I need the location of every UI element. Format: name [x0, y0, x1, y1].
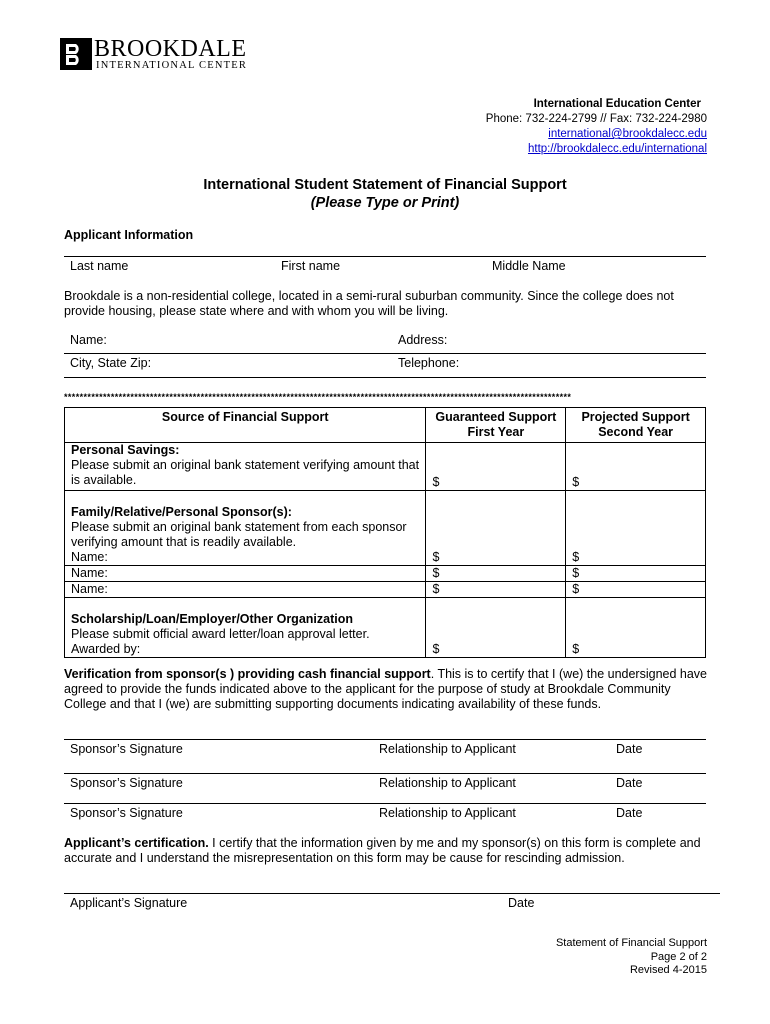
- scholarship-first-year-amount[interactable]: $: [432, 642, 440, 656]
- financial-support-table: [64, 407, 706, 658]
- personal-savings-row: [65, 443, 706, 491]
- sponsor-signature-line-3[interactable]: [64, 803, 706, 804]
- personal-savings-title: Personal Savings:: [71, 443, 180, 457]
- header-source: Source of Financial Support: [65, 408, 426, 443]
- family-sponsor-row-3: [65, 582, 706, 598]
- family-first-year-amount-1[interactable]: $: [432, 550, 440, 564]
- family-first-year-amount-3[interactable]: $: [432, 582, 440, 596]
- applicant-date-label: Date: [508, 896, 535, 910]
- footer-form-name: Statement of Financial Support: [555, 937, 707, 949]
- certification-heading: Applicant’s certification.: [64, 836, 209, 850]
- name-field-line[interactable]: [64, 256, 706, 257]
- website-link[interactable]: http://brookdalecc.edu/international: [527, 143, 707, 155]
- sponsor-signature-label-2: Sponsor’s Signature: [70, 776, 183, 790]
- personal-first-year-amount[interactable]: $: [432, 475, 440, 489]
- family-second-year-amount-3[interactable]: $: [572, 582, 580, 596]
- last-name-label: Last name: [70, 259, 129, 273]
- family-sponsor-name-3: Name:: [71, 582, 108, 596]
- date-label-2: Date: [616, 776, 643, 790]
- sponsor-signature-line-1[interactable]: [64, 739, 706, 740]
- date-label-3: Date: [616, 806, 643, 820]
- brookdale-logo: [60, 38, 260, 74]
- email-link[interactable]: international@brookdalecc.edu: [548, 128, 707, 140]
- footer-page-number: Page 2 of 2: [650, 950, 707, 963]
- family-first-year-amount-2[interactable]: $: [432, 566, 440, 580]
- scholarship-second-year-amount[interactable]: $: [572, 642, 580, 656]
- housing-line-2[interactable]: [64, 377, 706, 378]
- family-sponsor-row-2: [65, 566, 706, 582]
- logo-name: BROOKDALE: [94, 36, 247, 62]
- family-sponsor-name-2: Name:: [71, 566, 108, 580]
- telephone-label: Telephone:: [398, 356, 460, 370]
- city-state-zip-label: City, State Zip:: [70, 356, 152, 370]
- family-sponsor-text: Please submit an original bank statement from each sponsor verifying amount that is readily available.: [71, 520, 407, 549]
- office-name: International Education Center: [533, 98, 701, 110]
- family-second-year-amount-1[interactable]: $: [572, 550, 580, 564]
- certification-text: I certify that the information given by me and my sponsor(s) on this form is complete and accurate and I understand the misrepresentation on this form may be cause for rescinding admission.: [64, 836, 701, 865]
- verification-heading: Verification from sponsor(s ) providing cash financial support: [64, 667, 431, 681]
- housing-line-1[interactable]: [64, 353, 706, 354]
- verification-text: . This is to certify that I (we) the undersigned have agreed to provide the funds indicated above to the applicant for the purpose of study at Brookdale Community College and that I (we) are submitting supporting documents indicating availability of these funds.: [64, 667, 708, 711]
- certification-paragraph: [64, 836, 714, 866]
- housing-name-label: Name:: [70, 333, 107, 347]
- family-second-year-amount-2[interactable]: $: [572, 566, 580, 580]
- separator-stars: **********************************************************************************************************************************: [64, 392, 572, 402]
- header-second-year: Projected Support Second Year: [566, 408, 706, 443]
- sponsor-signature-label-1: Sponsor’s Signature: [70, 742, 183, 756]
- scholarship-row: [65, 598, 706, 658]
- title-main: International Student Statement of Financial Support: [203, 177, 567, 193]
- verification-paragraph: [64, 667, 714, 712]
- relationship-label-2: Relationship to Applicant: [379, 776, 516, 790]
- title-sub: (Please Type or Print): [310, 195, 460, 211]
- relationship-label-1: Relationship to Applicant: [379, 742, 516, 756]
- family-sponsor-title: Family/Relative/Personal Sponsor(s):: [71, 505, 292, 519]
- applicant-signature-line[interactable]: [64, 893, 720, 894]
- personal-second-year-amount[interactable]: $: [572, 475, 580, 489]
- logo-subtitle: INTERNATIONAL CENTER: [96, 60, 248, 71]
- contact-block: [486, 97, 707, 157]
- sponsor-signature-label-3: Sponsor’s Signature: [70, 806, 183, 820]
- table-header-row: [65, 408, 706, 443]
- relationship-label-3: Relationship to Applicant: [379, 806, 516, 820]
- scholarship-title: Scholarship/Loan/Employer/Other Organization: [71, 612, 353, 626]
- form-title: [0, 176, 770, 212]
- brookdale-logo-icon: [60, 38, 92, 70]
- family-sponsor-row: [65, 491, 706, 566]
- scholarship-text: Please submit official award letter/loan approval letter.: [71, 627, 370, 641]
- footer-revision: Revised 4-2015: [629, 964, 707, 976]
- housing-address-label: Address:: [398, 333, 448, 347]
- family-sponsor-name-1: Name:: [71, 550, 108, 564]
- date-label-1: Date: [616, 742, 643, 756]
- applicant-info-heading: Applicant Information: [64, 228, 194, 242]
- scholarship-awarded-by: Awarded by:: [71, 642, 141, 656]
- personal-savings-text: Please submit an original bank statement verifying amount that is available.: [71, 458, 420, 487]
- applicant-signature-label: Applicant’s Signature: [70, 896, 188, 910]
- sponsor-signature-line-2[interactable]: [64, 773, 706, 774]
- first-name-label: First name: [281, 259, 341, 273]
- phone-fax: Phone: 732-224-2799 // Fax: 732-224-2980: [485, 113, 707, 125]
- housing-text: Brookdale is a non-residential college, located in a semi-rural suburban community. Since the college does not provide housing, please state where and with whom you will be living.: [64, 289, 674, 318]
- header-first-year: Guaranteed Support First Year: [426, 408, 566, 443]
- page-footer: [556, 937, 707, 978]
- middle-name-label: Middle Name: [492, 259, 566, 273]
